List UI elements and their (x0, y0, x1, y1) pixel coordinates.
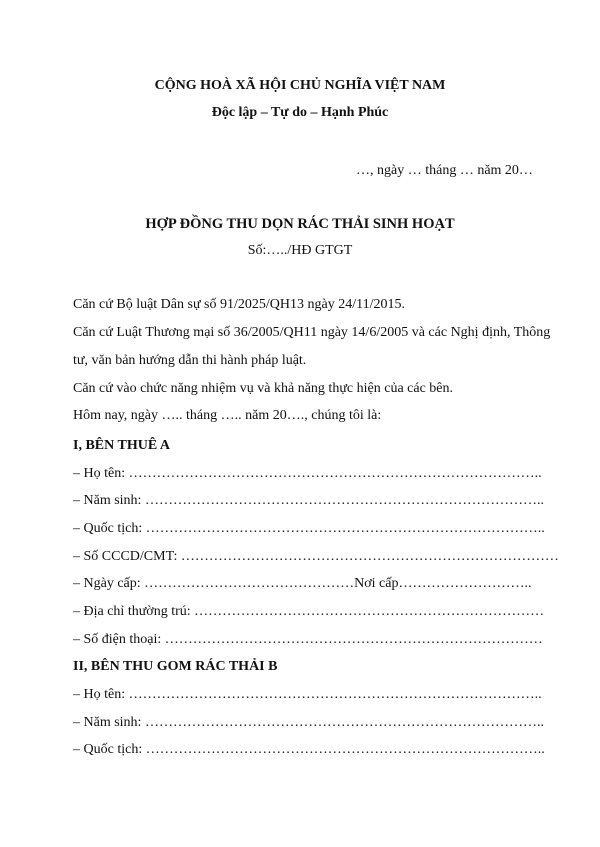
party-b-field-nationality: – Quốc tịch: ………………………………………………………………………….. (73, 742, 545, 757)
party-b-heading: II, BÊN THU GOM RÁC THẢI B (73, 659, 278, 674)
party-a-field-birth-year: – Năm sinh: ………………………………………………………………………….. (73, 493, 544, 508)
party-b-field-birth-year: – Năm sinh: ………………………………………………………………………….. (73, 715, 544, 730)
party-a-heading: I, BÊN THUÊ A (73, 438, 170, 453)
party-b-field-name: – Họ tên: …………………………………………………………………………….. (73, 687, 542, 702)
party-a-field-phone: – Số điện thoại: ……………………………………………………………………… (73, 632, 543, 647)
date-line: …, ngày … tháng … năm 20… (356, 163, 533, 178)
party-a-field-id: – Số CCCD/CMT: ……………………………………………………………………… (73, 549, 559, 564)
nation-heading: CỘNG HOÀ XÃ HỘI CHỦ NGHĨA VIỆT NAM (154, 78, 446, 93)
party-a-field-name: – Họ tên: …………………………………………………………………………….. (73, 466, 542, 481)
preamble-line: Hôm nay, ngày ….. tháng ….. năm 20…., chúng tôi là: (73, 408, 382, 423)
contract-title: HỢP ĐỒNG THU DỌN RÁC THẢI SINH HOẠT (145, 216, 455, 232)
party-a-field-nationality: – Quốc tịch: ………………………………………………………………………….. (73, 521, 545, 536)
motto: Độc lập – Tự do – Hạnh Phúc (211, 105, 389, 120)
preamble-line: Căn cứ Bộ luật Dân sự số 91/2025/QH13 ngày 24/11/2015. (73, 297, 405, 312)
contract-number: Số:…../HĐ GTGT (247, 243, 353, 258)
preamble-line: Căn cứ Luật Thương mại số 36/2005/QH11 ngày 14/6/2005 và các Nghị định, Thông (73, 325, 551, 340)
party-a-field-address: – Địa chỉ thường trú: ………………………………………………………………… (73, 604, 545, 619)
preamble-line: Căn cứ vào chức năng nhiệm vụ và khả năng thực hiện của các bên. (73, 381, 454, 396)
party-a-field-issue: – Ngày cấp: ………………………………………Nơi cấp……………………….. (73, 576, 532, 591)
preamble-line: tư, văn bản hướng dẫn thi hành pháp luật. (73, 353, 307, 368)
